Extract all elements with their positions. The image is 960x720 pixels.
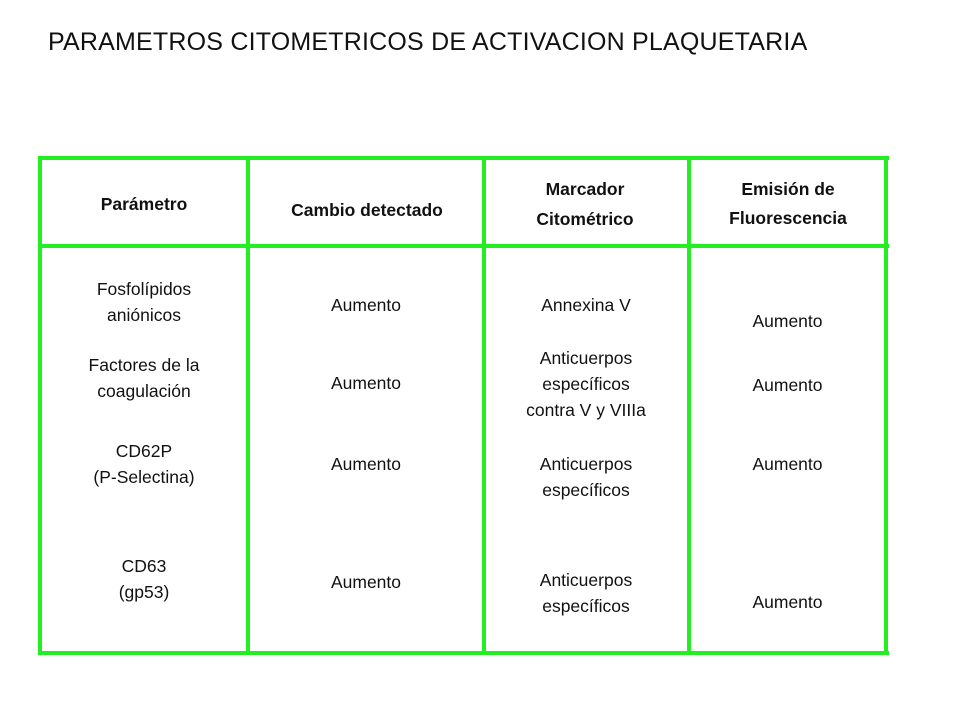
cell-marcador-row-3: Anticuerpos específicos [539,454,633,500]
cell-cambio-row-4: Aumento [330,572,402,592]
cell-parametro-row-2: Factores de la coagulación [88,355,200,401]
page-title: PARAMETROS CITOMETRICOS DE ACTIVACION PLAQUETARIA [48,28,808,56]
table-header-divider [38,244,889,248]
cell-emision-row-2: Aumento [752,375,823,395]
cell-cambio-row-1: Aumento [330,295,402,315]
header-parametro: Parámetro [100,194,188,214]
table-column-divider-3 [687,156,691,655]
cell-marcador-row-2: Anticuerpos específicos contra V y VIIIa [526,348,646,420]
header-emision-fluorescencia: Emisión de Fluorescencia [729,179,847,228]
header-cambio-detectado: Cambio detectado [291,200,443,220]
cell-parametro-row-3: CD62P (P-Selectina) [93,441,195,487]
cell-marcador-row-1: Annexina V [541,295,631,315]
cell-parametro-row-4: CD63 (gp53) [118,556,170,602]
cell-cambio-row-3: Aumento [330,454,402,474]
table-border-right [884,156,888,655]
cell-emision-row-3: Aumento [752,454,823,474]
cell-marcador-row-4: Anticuerpos específicos [539,570,633,616]
cell-cambio-row-2: Aumento [330,373,402,393]
table-border-bottom [38,651,889,655]
cell-emision-row-4: Aumento [752,592,823,612]
cell-emision-row-1: Aumento [752,311,823,331]
table-border-left [38,156,42,655]
table-border-top [38,156,889,160]
header-marcador-citometrico: Marcador Citométrico [536,179,634,229]
cell-parametro-row-1: Fosfolípidos aniónicos [96,279,192,325]
